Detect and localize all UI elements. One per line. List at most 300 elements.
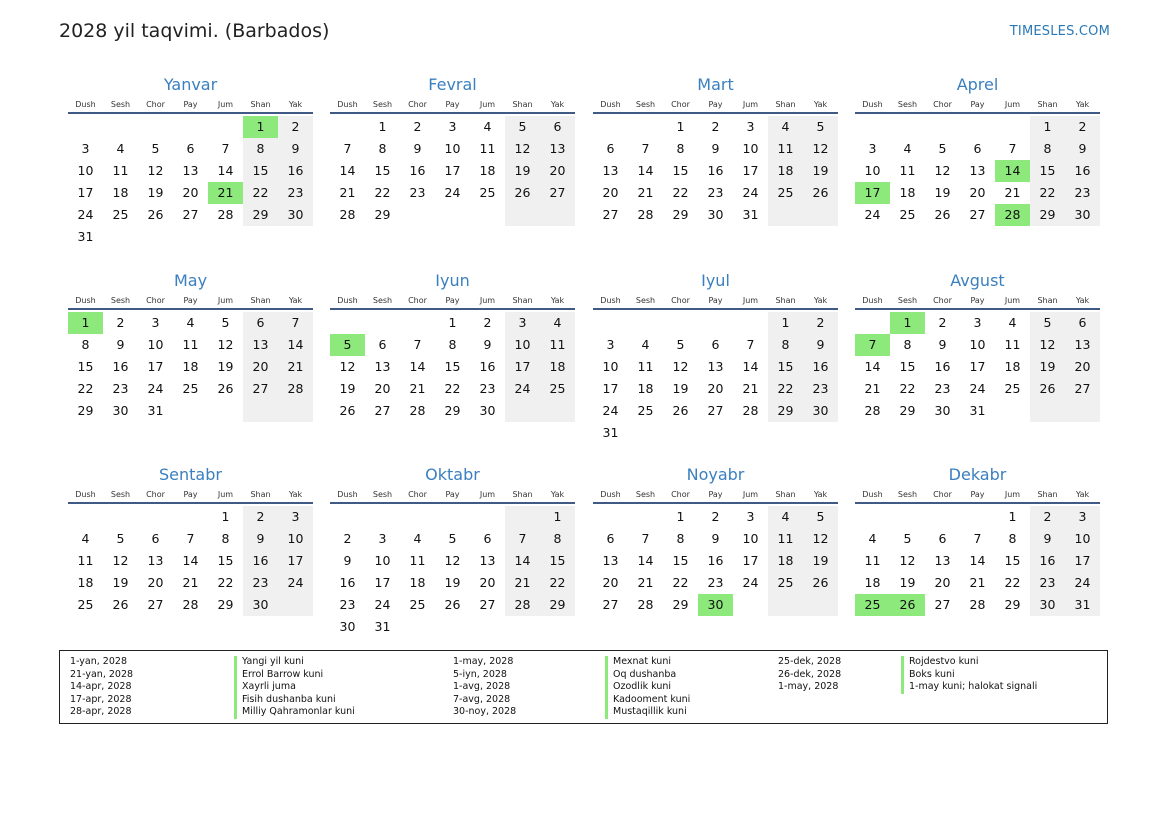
weekday-label: Pay [445,296,460,305]
day-cell: 3 [151,315,160,330]
day-cell: 27 [934,597,951,612]
day-cell: 11 [409,553,426,568]
day-cell: 6 [483,531,492,546]
day-cell: 22 [374,185,391,200]
day-cell: 11 [899,163,916,178]
holiday-names-col-1 [234,656,355,719]
weekday-label: Shan [775,296,796,305]
day-cell: 4 [768,506,803,528]
month-block [68,464,313,616]
month-block [330,464,575,638]
month-name: May [173,271,208,290]
day-cell: 1 [540,506,575,528]
day-cell: 11 [77,553,94,568]
weekday-header [68,488,313,502]
empty-cell [138,116,173,138]
day-grid [68,506,313,616]
day-cell: 19 [934,185,951,200]
day-cell: 4 [186,315,195,330]
weekday-label: Dush [75,490,96,499]
empty-cell [173,506,208,528]
day-cell: 15 [899,359,916,374]
day-cell: 31 [1065,594,1100,616]
day-cell: 25 [182,381,199,396]
weekday-label: Dush [337,296,358,305]
holiday-day-cell: 30 [698,594,733,616]
weekday-label: Yak [1075,100,1090,109]
empty-cell [435,506,470,528]
holiday-name: 1-may kuni; halokat signali [901,681,1037,694]
empty-cell [890,506,925,528]
day-cell: 29 [217,597,234,612]
day-cell: 29 [672,207,689,222]
weekday-label: Sesh [897,490,918,499]
day-cell: 21 [182,575,199,590]
day-cell: 30 [1065,204,1100,226]
day-cell: 6 [151,531,160,546]
day-cell: 7 [343,141,352,156]
day-cell: 27 [147,597,164,612]
day-cell: 29 [243,204,278,226]
weekday-label: Pay [183,490,198,499]
day-cell: 19 [339,381,356,396]
day-cell: 21 [742,381,759,396]
day-cell: 9 [938,337,947,352]
weekday-label: Dush [337,490,358,499]
month-block [593,464,838,616]
day-cell: 31 [742,207,759,222]
day-cell: 21 [637,185,654,200]
day-cell: 10 [742,531,759,546]
day-cell: 20 [602,185,619,200]
day-cell: 28 [339,207,356,222]
weekday-label: Chor [408,100,427,109]
empty-cell [208,226,243,248]
day-cell: 8 [378,141,387,156]
day-cell: 5 [1030,312,1065,334]
day-cell: 3 [81,141,90,156]
day-cell: 19 [217,359,234,374]
day-cell: 26 [505,182,540,204]
weekday-label: Shan [775,100,796,109]
day-cell: 25 [637,403,654,418]
month-name: Aprel [956,75,999,94]
day-cell: 30 [278,204,313,226]
weekday-label: Dush [600,296,621,305]
day-cell: 11 [864,553,881,568]
empty-cell [803,422,838,444]
day-cell: 21 [505,572,540,594]
day-cell: 25 [768,572,803,594]
weekday-label: Yak [550,100,565,109]
day-cell: 19 [505,160,540,182]
day-cell: 3 [505,312,540,334]
holiday-date: 25-dek, 2028 [778,656,842,667]
day-cell: 27 [602,207,619,222]
day-cell: 18 [864,575,881,590]
day-cell: 10 [374,553,391,568]
day-cell: 23 [112,381,129,396]
empty-cell [400,312,435,334]
header-rule [855,502,1100,504]
holiday-name: Kadooment kuni [605,694,690,707]
day-cell: 3 [1065,506,1100,528]
day-cell: 2 [1030,506,1065,528]
empty-cell [173,116,208,138]
empty-cell [540,400,575,422]
holiday-date: 1-yan, 2028 [70,656,127,667]
day-cell: 17 [742,163,759,178]
empty-cell [855,312,890,334]
empty-cell [1065,400,1100,422]
day-cell: 12 [672,359,689,374]
weekday-label: Yak [288,100,303,109]
day-cell: 24 [1065,572,1100,594]
day-cell: 15 [243,160,278,182]
month-block [68,270,313,422]
weekday-label: Dush [600,490,621,499]
empty-cell [925,506,960,528]
weekday-label: Yak [1075,296,1090,305]
day-cell: 30 [1030,594,1065,616]
header-rule [855,112,1100,114]
day-cell: 10 [742,141,759,156]
empty-cell [733,594,768,616]
day-cell: 8 [448,337,457,352]
day-cell: 23 [1065,182,1100,204]
day-cell: 13 [479,553,496,568]
day-cell: 26 [444,597,461,612]
empty-cell [173,400,208,422]
day-cell: 7 [641,141,650,156]
day-cell: 27 [969,207,986,222]
empty-cell [278,400,313,422]
day-cell: 24 [77,207,94,222]
weekday-label: Shan [250,100,271,109]
day-cell: 18 [637,381,654,396]
day-cell: 6 [973,141,982,156]
day-cell: 13 [147,553,164,568]
weekday-label: Jum [479,296,496,305]
day-cell: 7 [505,528,540,550]
day-cell: 23 [1030,572,1065,594]
day-cell: 9 [483,337,492,352]
day-cell: 1 [676,509,685,524]
weekday-label: Shan [512,100,533,109]
day-cell: 20 [934,575,951,590]
day-cell: 21 [637,575,654,590]
day-cell: 9 [116,337,125,352]
day-cell: 17 [147,359,164,374]
day-cell: 14 [969,553,986,568]
day-cell: 3 [746,119,755,134]
day-cell: 13 [374,359,391,374]
month-name: Dekabr [948,465,1007,484]
day-cell: 11 [1004,337,1021,352]
day-grid [330,506,575,638]
empty-cell [628,506,663,528]
day-cell: 25 [1004,381,1021,396]
day-cell: 7 [746,337,755,352]
day-cell: 11 [540,334,575,356]
day-cell: 28 [637,207,654,222]
weekday-header [593,488,838,502]
day-cell: 16 [803,356,838,378]
day-cell: 2 [116,315,125,330]
day-cell: 22 [444,381,461,396]
day-cell: 16 [339,575,356,590]
empty-cell [330,116,365,138]
day-cell: 13 [1065,334,1100,356]
day-grid [68,116,313,248]
day-cell: 15 [672,553,689,568]
day-cell: 29 [77,403,94,418]
day-cell: 21 [1004,185,1021,200]
day-cell: 4 [768,116,803,138]
empty-cell [890,116,925,138]
header-rule [68,308,313,310]
empty-cell [628,422,663,444]
day-cell: 27 [540,182,575,204]
empty-cell [470,204,505,226]
day-cell: 2 [938,315,947,330]
day-cell: 5 [803,116,838,138]
day-cell: 16 [409,163,426,178]
weekday-label: Jum [479,490,496,499]
day-cell: 2 [413,119,422,134]
day-cell: 15 [374,163,391,178]
day-cell: 26 [803,572,838,594]
day-cell: 24 [864,207,881,222]
holiday-dates-col-1 [70,656,133,719]
day-cell: 23 [803,378,838,400]
weekday-label: Sesh [897,296,918,305]
holiday-date: 17-apr, 2028 [70,693,132,705]
day-cell: 14 [505,550,540,572]
day-cell: 14 [278,334,313,356]
day-cell: 8 [1030,138,1065,160]
empty-cell [330,312,365,334]
empty-cell [768,422,803,444]
weekday-label: Yak [1075,490,1090,499]
day-cell: 29 [768,400,803,422]
holiday-name: Xayrli juma [234,681,355,694]
holiday-date: 1-avg, 2028 [453,681,511,693]
weekday-label: Shan [512,490,533,499]
day-cell: 9 [278,138,313,160]
day-cell: 9 [803,334,838,356]
day-cell: 8 [221,531,230,546]
day-cell: 22 [540,572,575,594]
day-cell: 13 [707,359,724,374]
day-cell: 27 [707,403,724,418]
month-name: Oktabr [425,465,480,484]
empty-cell [593,116,628,138]
empty-cell [855,506,890,528]
day-cell: 3 [378,531,387,546]
weekday-label: Dush [75,296,96,305]
day-cell: 3 [746,509,755,524]
day-cell: 19 [672,381,689,396]
day-cell: 4 [413,531,422,546]
empty-cell [593,312,628,334]
day-cell: 19 [899,575,916,590]
weekday-label: Jum [1004,490,1021,499]
month-block [68,74,313,248]
day-cell: 5 [448,531,457,546]
day-cell: 9 [413,141,422,156]
day-grid [855,116,1100,226]
day-cell: 19 [803,550,838,572]
day-cell: 27 [182,207,199,222]
day-cell: 30 [112,403,129,418]
day-grid [855,312,1100,422]
day-cell: 13 [969,163,986,178]
weekday-label: Dush [75,100,96,109]
day-cell: 14 [217,163,234,178]
day-cell: 14 [637,163,654,178]
day-cell: 14 [339,163,356,178]
day-cell: 12 [899,553,916,568]
holiday-day-cell: 21 [208,182,243,204]
empty-cell [960,116,995,138]
day-cell: 17 [505,356,540,378]
weekday-label: Sesh [635,490,656,499]
weekday-label: Chor [933,100,952,109]
day-grid [593,506,838,616]
day-cell: 16 [243,550,278,572]
day-cell: 24 [742,185,759,200]
empty-cell [470,506,505,528]
day-cell: 31 [77,229,94,244]
site-link[interactable]: TIMESLES.COM [1009,24,1110,39]
weekday-label: Sesh [372,490,393,499]
weekday-label: Pay [183,296,198,305]
day-cell: 4 [641,337,650,352]
day-grid [330,116,575,226]
holiday-day-cell: 1 [243,116,278,138]
day-cell: 4 [868,531,877,546]
day-cell: 9 [243,528,278,550]
holiday-day-cell: 5 [330,334,365,356]
day-cell: 14 [864,359,881,374]
weekday-label: Shan [250,296,271,305]
day-cell: 24 [374,597,391,612]
day-cell: 27 [602,597,619,612]
day-cell: 1 [1008,509,1017,524]
day-cell: 2 [243,506,278,528]
day-cell: 26 [672,403,689,418]
day-cell: 8 [81,337,90,352]
day-cell: 30 [243,594,278,616]
day-cell: 21 [969,575,986,590]
day-cell: 30 [707,207,724,222]
holiday-name: Mustaqillik kuni [605,706,690,719]
day-cell: 3 [973,315,982,330]
holiday-day-cell: 28 [995,204,1030,226]
weekday-label: Sesh [110,100,131,109]
day-cell: 27 [1065,378,1100,400]
day-cell: 17 [742,553,759,568]
header-rule [593,112,838,114]
day-cell: 19 [112,575,129,590]
weekday-label: Chor [671,296,690,305]
month-name: Sentabr [159,465,222,484]
holiday-date: 14-apr, 2028 [70,681,132,693]
holiday-date: 21-yan, 2028 [70,668,134,680]
day-cell: 23 [339,597,356,612]
day-cell: 21 [864,381,881,396]
day-cell: 2 [343,531,352,546]
day-cell: 13 [934,553,951,568]
day-cell: 12 [147,163,164,178]
month-name: Iyul [701,271,730,290]
holiday-day-cell: 25 [855,594,890,616]
day-cell: 28 [969,597,986,612]
day-cell: 30 [803,400,838,422]
day-cell: 2 [711,119,720,134]
day-cell: 24 [969,381,986,396]
day-cell: 25 [409,597,426,612]
day-cell: 18 [899,185,916,200]
weekday-header [855,98,1100,112]
day-cell: 13 [243,334,278,356]
day-cell: 6 [711,337,720,352]
day-cell: 31 [602,425,619,440]
day-cell: 6 [540,116,575,138]
day-cell: 18 [182,359,199,374]
day-cell: 12 [444,553,461,568]
day-cell: 30 [479,403,496,418]
empty-cell [855,116,890,138]
day-cell: 6 [378,337,387,352]
day-cell: 15 [672,163,689,178]
weekday-label: Pay [970,296,985,305]
day-cell: 11 [637,359,654,374]
day-cell: 31 [147,403,164,418]
day-cell: 17 [444,163,461,178]
day-cell: 10 [969,337,986,352]
day-cell: 20 [969,185,986,200]
day-cell: 6 [186,141,195,156]
holiday-name: Ozodlik kuni [605,681,690,694]
day-cell: 26 [339,403,356,418]
day-cell: 9 [711,531,720,546]
empty-cell [243,400,278,422]
holiday-name: Rojdestvo kuni [901,656,1037,669]
day-cell: 26 [147,207,164,222]
weekday-label: Yak [288,490,303,499]
day-cell: 7 [413,337,422,352]
weekday-header [330,98,575,112]
day-cell: 12 [934,163,951,178]
holiday-date: 28-apr, 2028 [70,706,132,718]
day-cell: 11 [479,141,496,156]
day-cell: 23 [707,575,724,590]
empty-cell [698,312,733,334]
day-cell: 26 [803,182,838,204]
month-name: Fevral [428,75,477,94]
weekday-label: Sesh [635,100,656,109]
day-cell: 21 [278,356,313,378]
day-cell: 17 [77,185,94,200]
weekday-header [330,488,575,502]
day-cell: 9 [711,141,720,156]
weekday-header [68,98,313,112]
day-cell: 23 [278,182,313,204]
month-name: Yanvar [163,75,218,94]
weekday-label: Shan [250,490,271,499]
